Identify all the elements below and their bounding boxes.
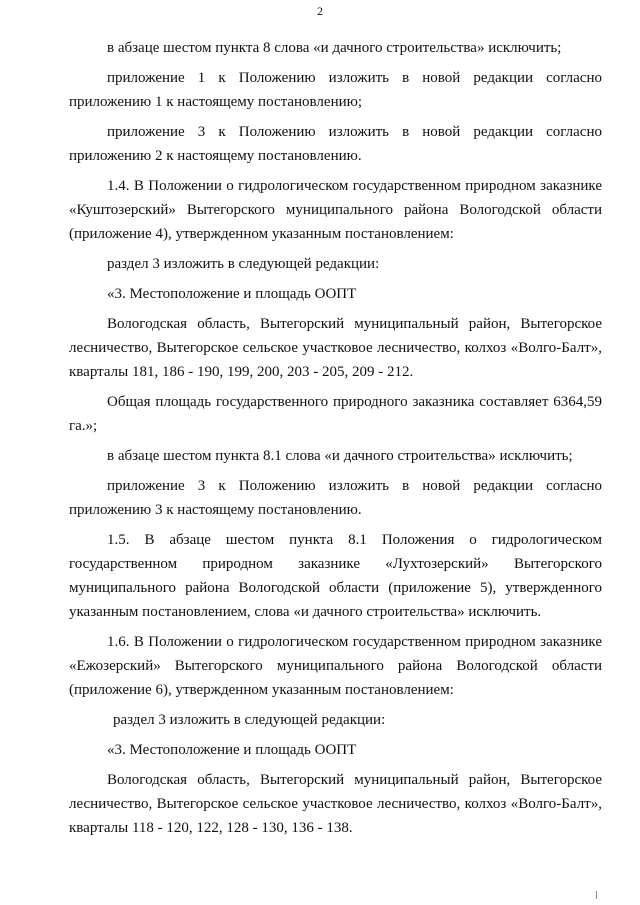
paragraph-10: приложение 3 к Положению изложить в новой редакции согласно приложению 3 к настоящему постановлению. <box>69 478 602 518</box>
document-body <box>69 36 602 846</box>
paragraph-15: Вологодская область, Вытегорский муниципальный район, Вытегорское лесничество, Вытегорское сельское участковое лесничество, колхоз «Волго-Балт», кварталы 118 - 120, 122, 128 - 130, 136 - 138. <box>69 772 602 836</box>
paragraph-4: 1.4. В Положении о гидрологическом государственном природном заказнике «Куштозерский» Вытегорского муниципального района Вологодской области (приложение 4), утвержденном указанным постановлением: <box>69 178 602 242</box>
paragraph-6: «3. Местоположение и площадь ООПТ <box>107 286 357 302</box>
paragraph-14: «3. Местоположение и площадь ООПТ <box>107 742 357 758</box>
paragraph-1: в абзаце шестом пункта 8 слова «и дачного строительства» исключить; <box>107 40 562 56</box>
paragraph-7: Вологодская область, Вытегорский муниципальный район, Вытегорское лесничество, Вытегорское сельское участковое лесничество, колхоз «Волго-Балт», кварталы 181, 186 - 190, 199, 200, 203 - 205, 209 - 212. <box>69 316 602 380</box>
paragraph-12: 1.6. В Положении о гидрологическом государственном природном заказнике «Ежозерский» Вытегорского муниципального района Вологодской области (приложение 6), утвержденном указанным постановлением: <box>69 634 602 698</box>
paragraph-13: раздел 3 изложить в следующей редакции: <box>113 712 386 728</box>
margin-mark <box>596 891 597 899</box>
paragraph-3: приложение 3 к Положению изложить в новой редакции согласно приложению 2 к настоящему постановлению. <box>69 124 602 164</box>
page-number: 2 <box>317 4 323 18</box>
paragraph-2: приложение 1 к Положению изложить в новой редакции согласно приложению 1 к настоящему постановлению; <box>69 70 602 110</box>
paragraph-11: 1.5. В абзаце шестом пункта 8.1 Положения о гидрологическом государственном природном заказнике «Лухтозерский» Вытегорского муниципального района Вологодской области (приложение 5), утвержденного указанным постановлением, слова «и дачного строительства» исключить. <box>69 532 602 620</box>
paragraph-9: в абзаце шестом пункта 8.1 слова «и дачного строительства» исключить; <box>107 448 573 464</box>
paragraph-8: Общая площадь государственного природного заказника составляет 6364,59 га.»; <box>69 394 602 434</box>
paragraph-5: раздел 3 изложить в следующей редакции: <box>107 256 380 272</box>
